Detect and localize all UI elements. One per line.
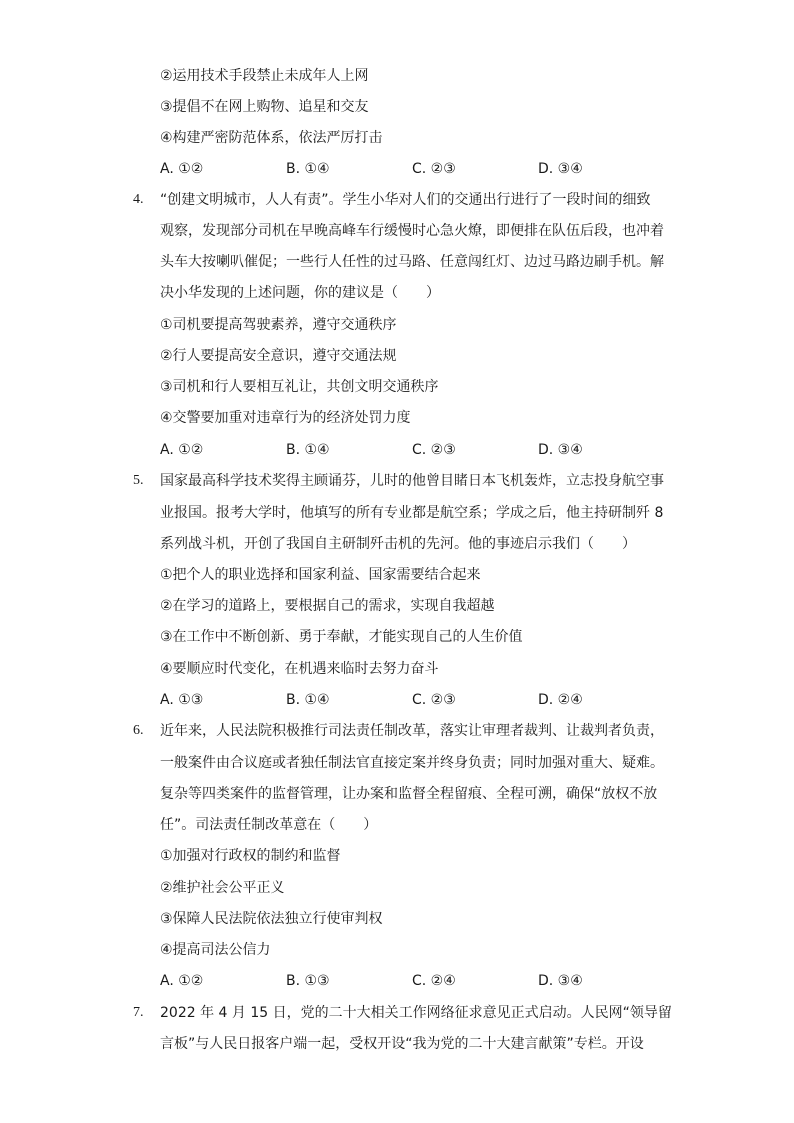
q5-option-a: A. ①③ [160,692,204,708]
q4-statement-4: ④交警要加重对违章行为的经济处罚力度 [160,410,411,426]
q5-statement-3: ③在工作中不断创新、勇于奉献，才能实现自己的人生价值 [160,629,523,645]
q6-number: 6. [133,723,144,738]
q3-statement-3: ③提倡不在网上购物、追星和交友 [160,99,369,115]
q7-stem-line: 言板”与人民日报客户端一起，受权开设“我为党的二十大建言献策”专栏。开设 [160,1036,644,1052]
q6-stem-line: 近年来，人民法院积极推行司法责任制改革，落实让审理者裁判、让裁判者负责， [160,723,664,739]
q4-option-c: C. ②③ [412,442,456,458]
q6-option-b: B. ①③ [286,973,330,989]
q6-statement-4: ④提高司法公信力 [160,942,271,958]
q4-number: 4. [133,192,144,207]
q5-stem-line: 业报国。报考大学时，他填写的所有专业都是航空系；学成之后，他主持研制歼 8 [160,505,664,521]
q4-stem-line: 决小华发现的上述问题，你的建议是（ ） [160,285,440,301]
q3-statement-2: ②运用技术手段禁止未成年人上网 [160,68,369,84]
q5-stem-line: 系列战斗机，开创了我国自主研制歼击机的先河。他的事迹启示我们（ ） [160,536,636,552]
q3-option-a: A. ①② [160,161,204,177]
q6-statement-2: ②维护社会公平正义 [160,880,285,896]
q4-option-a: A. ①② [160,442,204,458]
q5-option-c: C. ②③ [412,692,456,708]
q4-statement-1: ①司机要提高驾驶素养，遵守交通秩序 [160,317,397,333]
q4-option-b: B. ①④ [286,442,330,458]
q6-statement-3: ③保障人民法院依法独立行使审判权 [160,911,383,927]
q4-option-d: D. ③④ [538,442,583,458]
q6-stem-line: 一般案件由合议庭或者独任制法官直接定案并终身负责；同时加强对重大、疑难。 [160,755,664,771]
q4-stem-line: 头车大按喇叭催促；一些行人任性的过马路、任意闯红灯、边过马路边刷手机。解 [160,254,664,270]
q3-option-c: C. ②③ [412,161,456,177]
q6-option-a: A. ①② [160,973,204,989]
q6-option-c: C. ②④ [412,973,456,989]
q3-option-b: B. ①④ [286,161,330,177]
q4-stem-line: “创建文明城市，人人有责”。学生小华对人们的交通出行进行了一段时间的细致 [160,192,651,208]
q5-statement-2: ②在学习的道路上，要根据自己的需求，实现自我超越 [160,598,495,614]
q6-stem-line: 复杂等四类案件的监督管理，让办案和监督全程留痕、全程可溯，确保“放权不放 [160,786,658,802]
q5-option-b: B. ①④ [286,692,330,708]
q3-statement-4: ④构建严密防范体系，依法严厉打击 [160,130,383,146]
q5-number: 5. [133,473,144,488]
q4-statement-3: ③司机和行人要相互礼让，共创文明交通秩序 [160,379,439,395]
q3-option-d: D. ③④ [538,161,583,177]
q6-stem-line: 任”。司法责任制改革意在（ ） [160,817,378,833]
q4-stem-line: 观察，发现部分司机在早晚高峰车行缓慢时心急火燎，即便排在队伍后段，也冲着 [160,223,664,239]
q6-option-d: D. ③④ [538,973,583,989]
q6-statement-1: ①加强对行政权的制约和监督 [160,848,341,864]
q5-statement-4: ④要顺应时代变化，在机遇来临时去努力奋斗 [160,661,439,677]
q5-statement-1: ①把个人的职业选择和国家利益、国家需要结合起来 [160,567,481,583]
q7-number: 7. [133,1005,144,1020]
q4-statement-2: ②行人要提高安全意识，遵守交通法规 [160,348,397,364]
q5-stem-line: 国家最高科学技术奖得主顾诵芬，儿时的他曾目睹日本飞机轰炸，立志投身航空事 [160,473,664,489]
q5-option-d: D. ②④ [538,692,583,708]
q7-stem-line: 2022 年 4 月 15 日，党的二十大相关工作网络征求意见正式启动。人民网“领导留 [160,1005,672,1021]
